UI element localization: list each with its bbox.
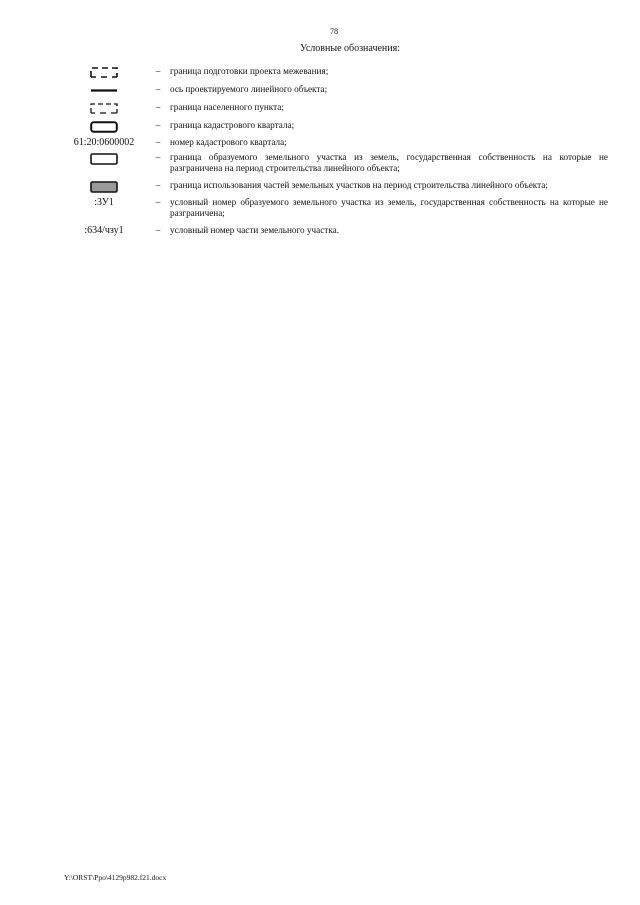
cadastral-number-label: 61:20:0600002 (73, 137, 135, 148)
legend-row (62, 66, 608, 78)
legend-dash: – (155, 225, 161, 235)
legend-row (62, 152, 608, 174)
legend-symbol (62, 102, 146, 114)
legend-description: ось проектируемого линейного объекта; (170, 84, 328, 94)
legend-description: граница использования частей земельных участков на период строительства линейного объекта; (170, 180, 548, 190)
legend-dash: – (155, 84, 161, 94)
legend-description: номер кадастрового квартала; (170, 137, 287, 147)
solid-line-icon (90, 85, 118, 96)
legend-description: граница населенного пункта; (170, 102, 284, 112)
legend-dash: – (155, 102, 161, 112)
file-path-footer: Y:\ORST\Ppo\4129p982.f21.docx (64, 873, 167, 882)
legend-description: граница подготовки проекта межевания; (170, 66, 329, 76)
legend-row (62, 120, 608, 133)
legend-symbol (62, 120, 146, 133)
legend-row (62, 137, 608, 148)
legend-symbol (62, 66, 146, 78)
legend-symbol (62, 152, 146, 165)
legend-dash: – (155, 180, 161, 190)
legend-row (62, 180, 608, 193)
plot-part-number-label: :634/чзу1 (84, 225, 124, 236)
legend-symbol (62, 137, 146, 148)
legend-dash: – (155, 137, 161, 147)
legend-dash: – (155, 66, 161, 76)
legend-symbol (62, 197, 146, 208)
gray-filled-rect-icon (90, 181, 118, 193)
legend-dash: – (155, 197, 161, 207)
legend-description: граница образуемого земельного участка из земель, государственная собственность на которые не разграничена на период строительства линейного объекта; (170, 152, 608, 173)
legend-row (62, 102, 608, 114)
legend-description: граница кадастрового квартала; (170, 120, 295, 130)
legend-symbol (62, 225, 146, 236)
legend-row (62, 197, 608, 219)
legend-symbol (62, 180, 146, 193)
legend-list (62, 66, 608, 236)
legend-description: условный номер части земельного участка. (170, 225, 340, 235)
legend-row (62, 84, 608, 96)
legend-row (62, 225, 608, 236)
legend-title: Условные обозначения: (299, 43, 400, 54)
rect-outline-icon (90, 153, 118, 165)
dashed-boundary-icon (90, 103, 118, 114)
legend-description: условный номер образуемого земельного участка из земель, государственная собственность на которые не разграничена; (170, 197, 608, 218)
dashed-boundary-icon (90, 67, 118, 78)
legend-symbol (62, 84, 146, 96)
legend-dash: – (155, 152, 161, 162)
rounded-rect-icon (90, 121, 118, 133)
plot-number-label: :ЗУ1 (94, 197, 114, 208)
legend-dash: – (155, 120, 161, 130)
page-number: 78 (330, 27, 338, 36)
